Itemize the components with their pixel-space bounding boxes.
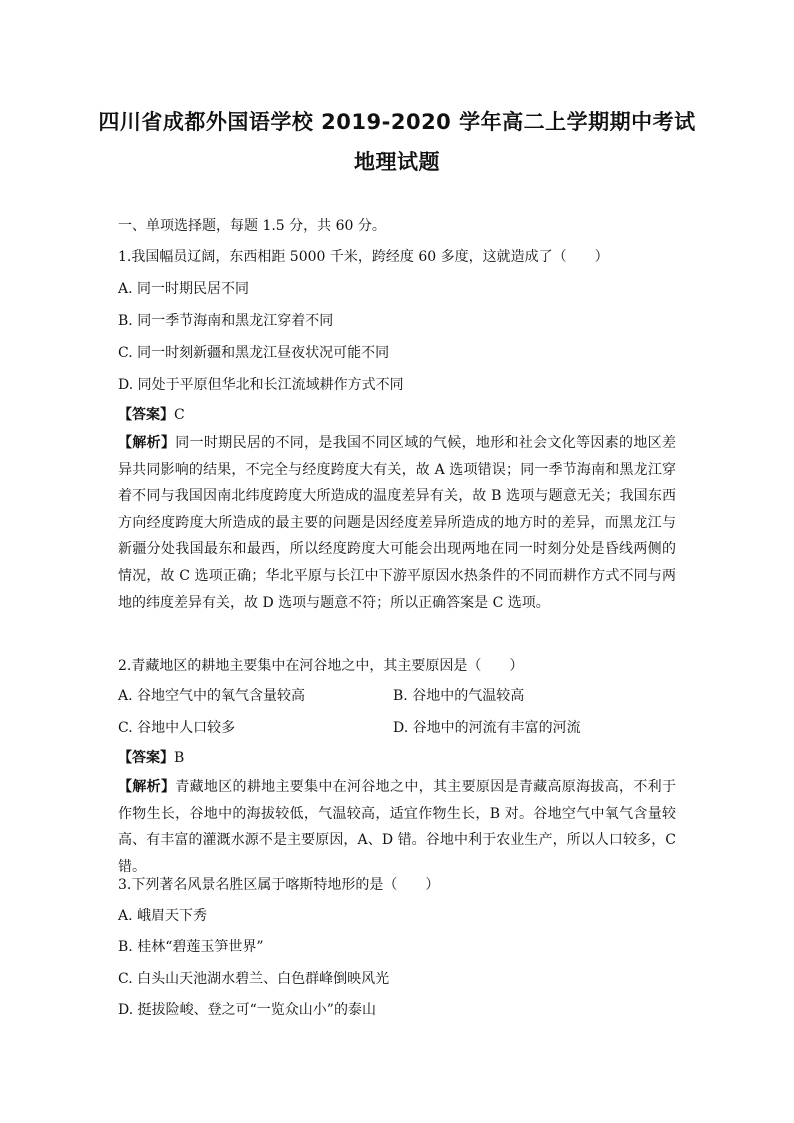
question-2-option-d: D. 谷地中的河流有丰富的河流 bbox=[393, 720, 581, 736]
question-3-option-b: B. 桂林“碧莲玉笋世界” bbox=[118, 939, 264, 955]
question-2-option-a: A. 谷地空气中的氧气含量较高 bbox=[118, 688, 306, 704]
analysis-tag: 【解析】 bbox=[118, 779, 176, 795]
question-1-option-d: D. 同处于平原但华北和长江流域耕作方式不同 bbox=[118, 377, 404, 393]
question-3-option-d: D. 挺拔险峻、登之可“一览众山小”的泰山 bbox=[118, 1002, 376, 1018]
question-1-analysis bbox=[118, 430, 676, 616]
question-3-stem: 3.下列著名风景名胜区属于喀斯特地形的是（ ） bbox=[118, 877, 440, 893]
question-1-option-c: C. 同一时刻新疆和黑龙江昼夜状况可能不同 bbox=[118, 345, 390, 361]
question-2-stem: 2.青藏地区的耕地主要集中在河谷地之中，其主要原因是（ ） bbox=[118, 658, 524, 674]
analysis-text: 青藏地区的耕地主要集中在河谷地之中，其主要原因是青藏高原海拔高，不利于作物生长，谷地中的海拔较低，气温较高，适宜作物生长，B 对。谷地空气中氧气含量较高、有丰富的灌溉水源不是主要原因，A、D 错。谷地中利于农业生产，所以人口较多，C 错。 bbox=[118, 779, 677, 875]
question-2-option-c: C. 谷地中人口较多 bbox=[118, 720, 236, 736]
analysis-text: 同一时期民居的不同，是我国不同区域的气候，地形和社会文化等因素的地区差异共同影响的结果，不完全与经度跨度大有关，故 A 选项错误；同一季节海南和黑龙江穿着不同与我国因南北纬度跨度大所造成的温度差异有关，故 B 选项与题意无关；我国东西方向经度跨度大所造成的最主要的问题是因经度差异所造成的地方时的差异，而黑龙江与新疆分处我国最东和最西，所以经度跨度大可能会出现两地在同一时刻分处是昏线两侧的情况，故 C 选项正确；华北平原与长江中下游平原因水热条件的不同而耕作方式不同与两地的纬度差异有关，故 D 选项与题意不符；所以正确答案是 C 选项。 bbox=[118, 435, 677, 611]
answer-tag: 【答案】 bbox=[118, 750, 174, 766]
document-title-line1: 四川省成都外国语学校 2019-2020 学年高二上学期期中考试 bbox=[98, 110, 696, 134]
answer-tag: 【答案】 bbox=[118, 407, 174, 423]
question-1-stem: 1.我国幅员辽阔，东西相距 5000 千米，跨经度 60 多度，这就造成了（ ） bbox=[118, 249, 609, 265]
question-3-option-a: A. 峨眉天下秀 bbox=[118, 908, 208, 924]
question-1-option-a: A. 同一时期民居不同 bbox=[118, 281, 250, 297]
section-heading: 一、单项选择题，每题 1.5 分，共 60 分。 bbox=[118, 218, 386, 234]
question-2-analysis bbox=[118, 774, 676, 880]
answer-value: B bbox=[174, 750, 185, 766]
document-title-line2: 地理试题 bbox=[354, 150, 440, 174]
analysis-tag: 【解析】 bbox=[118, 435, 176, 451]
answer-value: C bbox=[174, 407, 185, 423]
question-2-option-b: B. 谷地中的气温较高 bbox=[393, 688, 525, 704]
question-2-answer bbox=[118, 748, 678, 768]
question-1-answer bbox=[118, 405, 678, 425]
question-1-option-b: B. 同一季节海南和黑龙江穿着不同 bbox=[118, 313, 334, 329]
question-3-option-c: C. 白头山天池湖水碧兰、白色群峰倒映风光 bbox=[118, 971, 390, 987]
